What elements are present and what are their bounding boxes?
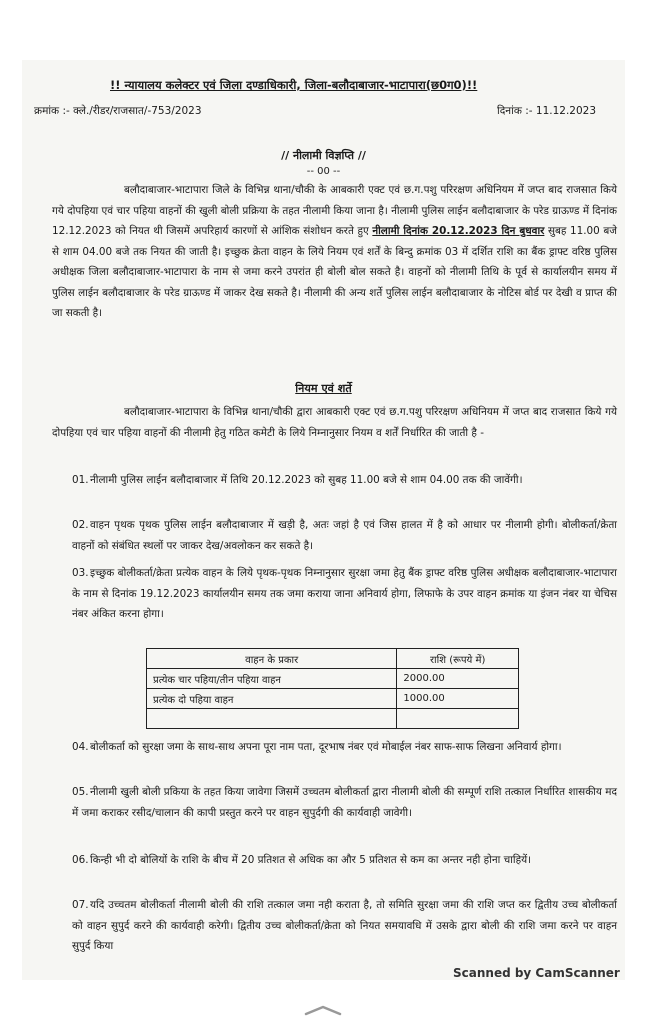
rule-item [72, 850, 617, 871]
swipe-up-chevron-icon[interactable] [300, 1003, 346, 1017]
rule-item [72, 563, 617, 625]
camscanner-watermark: Scanned by CamScanner [453, 966, 620, 980]
rule-number: 04. [72, 741, 89, 753]
table-header: राशि (रूपये में) [397, 649, 519, 669]
rule-item [72, 470, 617, 491]
table-row [147, 689, 519, 709]
table-cell [147, 709, 397, 729]
table-cell: 1000.00 [397, 689, 519, 709]
notice-title: // नीलामी विज्ञप्ति // [281, 149, 366, 162]
auction-date-highlight: नीलामी दिनांक 20.12.2023 दिन बुधवार [372, 225, 545, 237]
separator: -- 00 -- [306, 166, 341, 177]
table-cell [397, 709, 519, 729]
notice-paragraph [52, 180, 617, 324]
rule-text: नीलामी पुलिस लाईन बलौदाबाजार में तिथि 20.12.2023 को सुबह 11.00 बजे से शाम 04.00 तक की जावेंगी। [90, 474, 523, 486]
table-cell: प्रत्येक चार पहिया/तीन पहिया वाहन [147, 669, 397, 689]
rules-heading: नियम एवं शर्ते [295, 382, 352, 395]
security-deposit-table [146, 648, 519, 729]
rule-text: यदि उच्चतम बोलीकर्ता नीलामी बोली की राशि तत्काल जमा नही कराता है, तो समिति सुरक्षा जमा की राशि जप्त कर द्वितीय उच्च बोलीकर्ता को वाहन सुपुर्द करने की कार्यवाही करेगी। द्वितीय उच्च बोलीकर्ता/क्रेता को नियत समयावधि में उसके द्वारा बोली की राशि जमा करने पर वाहन सुपुर्द किया [72, 899, 617, 952]
table-cell: 2000.00 [397, 669, 519, 689]
rule-number: 01. [72, 474, 89, 486]
notice-text-b: सुबह 11.00 बजे से शाम 04.00 बजे तक नियत की जाती है। इच्छुक क्रेता वाहन के लिये नियम एवं शर्तें के बिन्दु क्रमांक 03 में दर्शित राशि का बैंक ड्राफ्ट वरिष्ठ पुलिस अधीक्षक जिला बलौदाबाजार-भाटापारा के नाम से जमा करने उपरांत ही बोली बोल सकते है। वाहनों को नीलामी तिथि के पूर्व से कार्यालयीन समय में पुलिस लाईन बलौदाबाजार के परेड ग्राऊण्ड में जाकर देख सकते है। नीलामी की अन्य शर्ते पुलिस लाईन बलौदाबाजार के नोटिस बोर्ड पर देखी व प्राप्त की जा सकती है। [52, 225, 617, 319]
issue-date: दिनांक :- 11.12.2023 [497, 105, 597, 117]
rule-number: 06. [72, 854, 89, 866]
rule-item [72, 782, 617, 823]
table-header-row [147, 649, 519, 669]
rule-text: वाहन पृथक पृथक पुलिस लाईन बलौदाबाजार में खड़ी है, अतः जहां है एवं जिस हालत में है को आधार पर नीलामी होगी। बोलीकर्ता/क्रेता वाहनों को संबंधित स्थलों पर जाकर देख/अवलोकन कर सकते है। [72, 519, 617, 552]
rules-intro [52, 402, 617, 443]
table-cell: प्रत्येक दो पहिया वाहन [147, 689, 397, 709]
court-title: !! न्यायालय कलेक्टर एवं जिला दण्डाधिकारी, जिला-बलौदाबाजार-भाटापारा(छ0ग0)!! [110, 78, 478, 92]
rule-text: किन्ही भी दो बोलियों के राशि के बीच में 20 प्रतिशत से अधिक का और 5 प्रतिशत से कम का अन्तर नही होना चाहियें। [90, 854, 532, 866]
table-row [147, 669, 519, 689]
notice-text-a: बलौदाबाजार-भाटापारा जिले के विभिन्न थाना/चौकी के आबकारी एक्ट एवं छ.ग.पशु परिरक्षण अधिनियम में जप्त बाद राजसात किये गये दोपहिया एवं चार पहिया वाहनों की खुली बोली प्रक्रिया के तहत नीलामी किया जाना है। नीलामी पुलिस लाईन बलौदाबाजार के परेड ग्राऊण्ड में दिनांक 12.12.2023 को नियत थी जिसमें अपरिहार्य कारणों से आंशिक संशोधन करते हुए [52, 184, 617, 237]
rule-text: बोलीकर्ता को सुरक्षा जमा के साथ-साथ अपना पूरा नाम पता, दूरभाष नंबर एवं मोबाईल नंबर साफ-साफ लिखना अनिवार्य होगा। [90, 741, 562, 753]
table-row [147, 709, 519, 729]
reference-number: क्रमांक :- क्ले./रीडर/राजसात/-753/2023 [34, 105, 202, 117]
rule-number: 05. [72, 786, 89, 798]
rule-number: 07. [72, 899, 89, 911]
top-margin [0, 0, 647, 60]
rules-intro-text: बलौदाबाजार-भाटापारा के विभिन्न थाना/चौकी द्वारा आबकारी एक्ट एवं छ.ग.पशु परिरक्षण अधिनियम में जप्त बाद राजसात किये गये दोपहिया एवं चार पहिया वाहनों की नीलामी हेतु गठित कमेटी के लिये निम्नानुसार नियम व शर्तें निर्धारित की जाती है - [52, 406, 617, 439]
rule-text: इच्छुक बोलीकर्ता/क्रेता प्रत्येक वाहन के लिये पृथक-पृथक निम्नानुसार सुरक्षा जमा हेतु बैंक ड्राफ्ट वरिष्ठ पुलिस अधीक्षक बलौदाबाजार-भाटापारा के नाम से दिनांक 19.12.2023 कार्यालयीन समय तक जमा कराया जाना अनिवार्य होगा, लिफाफे के उपर वाहन क्रमांक या इंजन नंबर या चेचिस नंबर अंकित करना होगा। [72, 567, 617, 620]
table-header: वाहन के प्रकार [147, 649, 397, 669]
rule-number: 03. [72, 567, 89, 579]
rule-item [72, 895, 617, 957]
rule-item [72, 737, 617, 758]
rule-number: 02. [72, 519, 89, 531]
rule-item [72, 515, 617, 556]
rule-text: नीलामी खुली बोली प्रकिया के तहत किया जावेगा जिसमें उच्चतम बोलीकर्ता द्वारा नीलामी बोली की सम्पूर्ण राशि तत्काल निर्धारित शासकीय मद में जमा कराकर रसीद/चालान की कापी प्रस्तुत करने पर वाहन सुपुर्दगी की कार्यवाही जावेगी। [72, 786, 617, 819]
